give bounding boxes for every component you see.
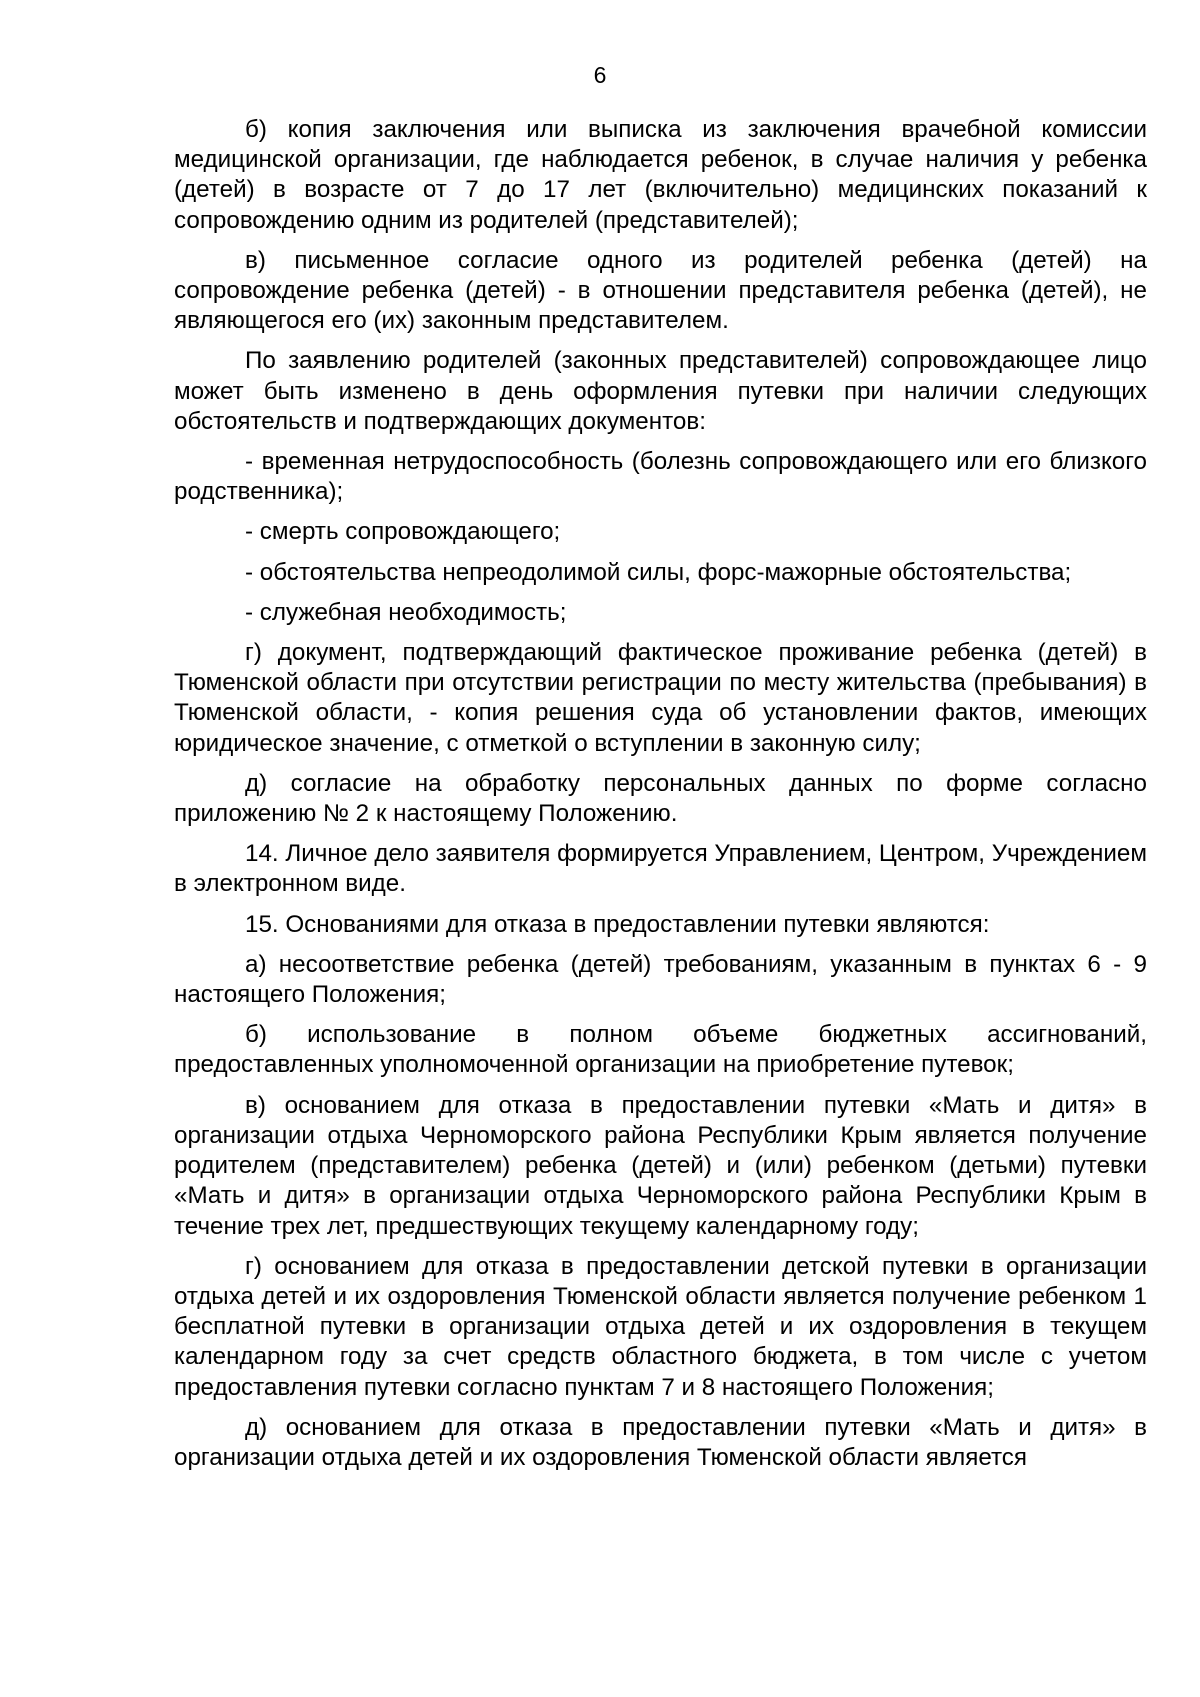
paragraph-d-mother-child-tyumen: д) основанием для отказа в предоставлении путевки «Мать и дитя» в организации отдыха детей и их оздоровления Тюменской области является [174,1413,1147,1471]
paragraph-b-budget-exhausted: б) использование в полном объеме бюджетных ассигнований, предоставленных уполномоченной организации на приобретение путевок; [174,1021,1147,1079]
document-body [174,115,1147,1483]
list-item-force-majeure: - обстоятельства непреодолимой силы, форс-мажорные обстоятельства; [245,558,1072,586]
paragraph-v-written-consent: в) письменное согласие одного из родителей ребенка (детей) на сопровождение ребенка (детей) - в отношении представителя ребенка (детей), не являющегося его (их) законным представителем. [174,246,1147,335]
paragraph-g-child-voucher-tyumen: г) основанием для отказа в предоставлении детской путевки в организации отдыха детей и их оздоровления Тюменской области является получение ребенком 1 бесплатной путевки в организации отдыха детей и их оздоровления в текущем календарном году за счет средств областного бюджета, в том числе с учетом предоставления путевки согласно пунктам 7 и 8 настоящего Положения; [174,1252,1147,1401]
list-item-temporary-disability: - временная нетрудоспособность (болезнь сопровождающего или его близкого родственника); [174,448,1147,506]
paragraph-a-nonconformity: а) несоответствие ребенка (детей) требованиям, указанным в пунктах 6 - 9 настоящего Положения; [174,950,1147,1009]
paragraph-14-personal-file: 14. Личное дело заявителя формируется Управлением, Центром, Учреждением в электронном виде. [174,840,1147,898]
paragraph-change-of-escort: По заявлению родителей (законных представителей) сопровождающее лицо может быть изменено в день оформления путевки при наличии следующих обстоятельств и подтверждающих документов: [174,347,1147,435]
paragraph-g-residence-document: г) документ, подтверждающий фактическое проживание ребенка (детей) в Тюменской области при отсутствии регистрации по месту жительства (пребывания) в Тюменской области, - копия решения суда об установлении фактов, имеющих юридическое значение, с отметкой о вступлении в законную силу; [174,639,1147,757]
paragraph-d-personal-data-consent: д) согласие на обработку персональных данных по форме согласно приложению № 2 к настоящему Положению. [174,769,1147,828]
paragraph-b-medical-conclusion: б) копия заключения или выписка из заключения врачебной комиссии медицинской организации, где наблюдается ребенок, в случае наличия у ребенка (детей) в возрасте от 7 до 17 лет (включительно) медицинских показаний к сопровождению одним из родителей (представителей); [174,116,1147,234]
list-item-death-of-escort: - смерть сопровождающего; [245,518,561,546]
page-number: 6 [593,62,607,88]
list-item-official-necessity: - служебная необходимость; [245,598,567,626]
paragraph-15-refusal-grounds: 15. Основаниями для отказа в предоставлении путевки являются: [245,910,990,938]
paragraph-v-mother-child-crimea: в) основанием для отказа в предоставлении путевки «Мать и дитя» в организации отдыха Черноморского района Республики Крым является получение родителем (представителем) ребенка (детей) и (или) ребенком (детьми) путевки «Мать и дитя» в организации отдыха Черноморского района Республики Крым в течение трех лет, предшествующих текущему календарному году; [174,1091,1147,1240]
